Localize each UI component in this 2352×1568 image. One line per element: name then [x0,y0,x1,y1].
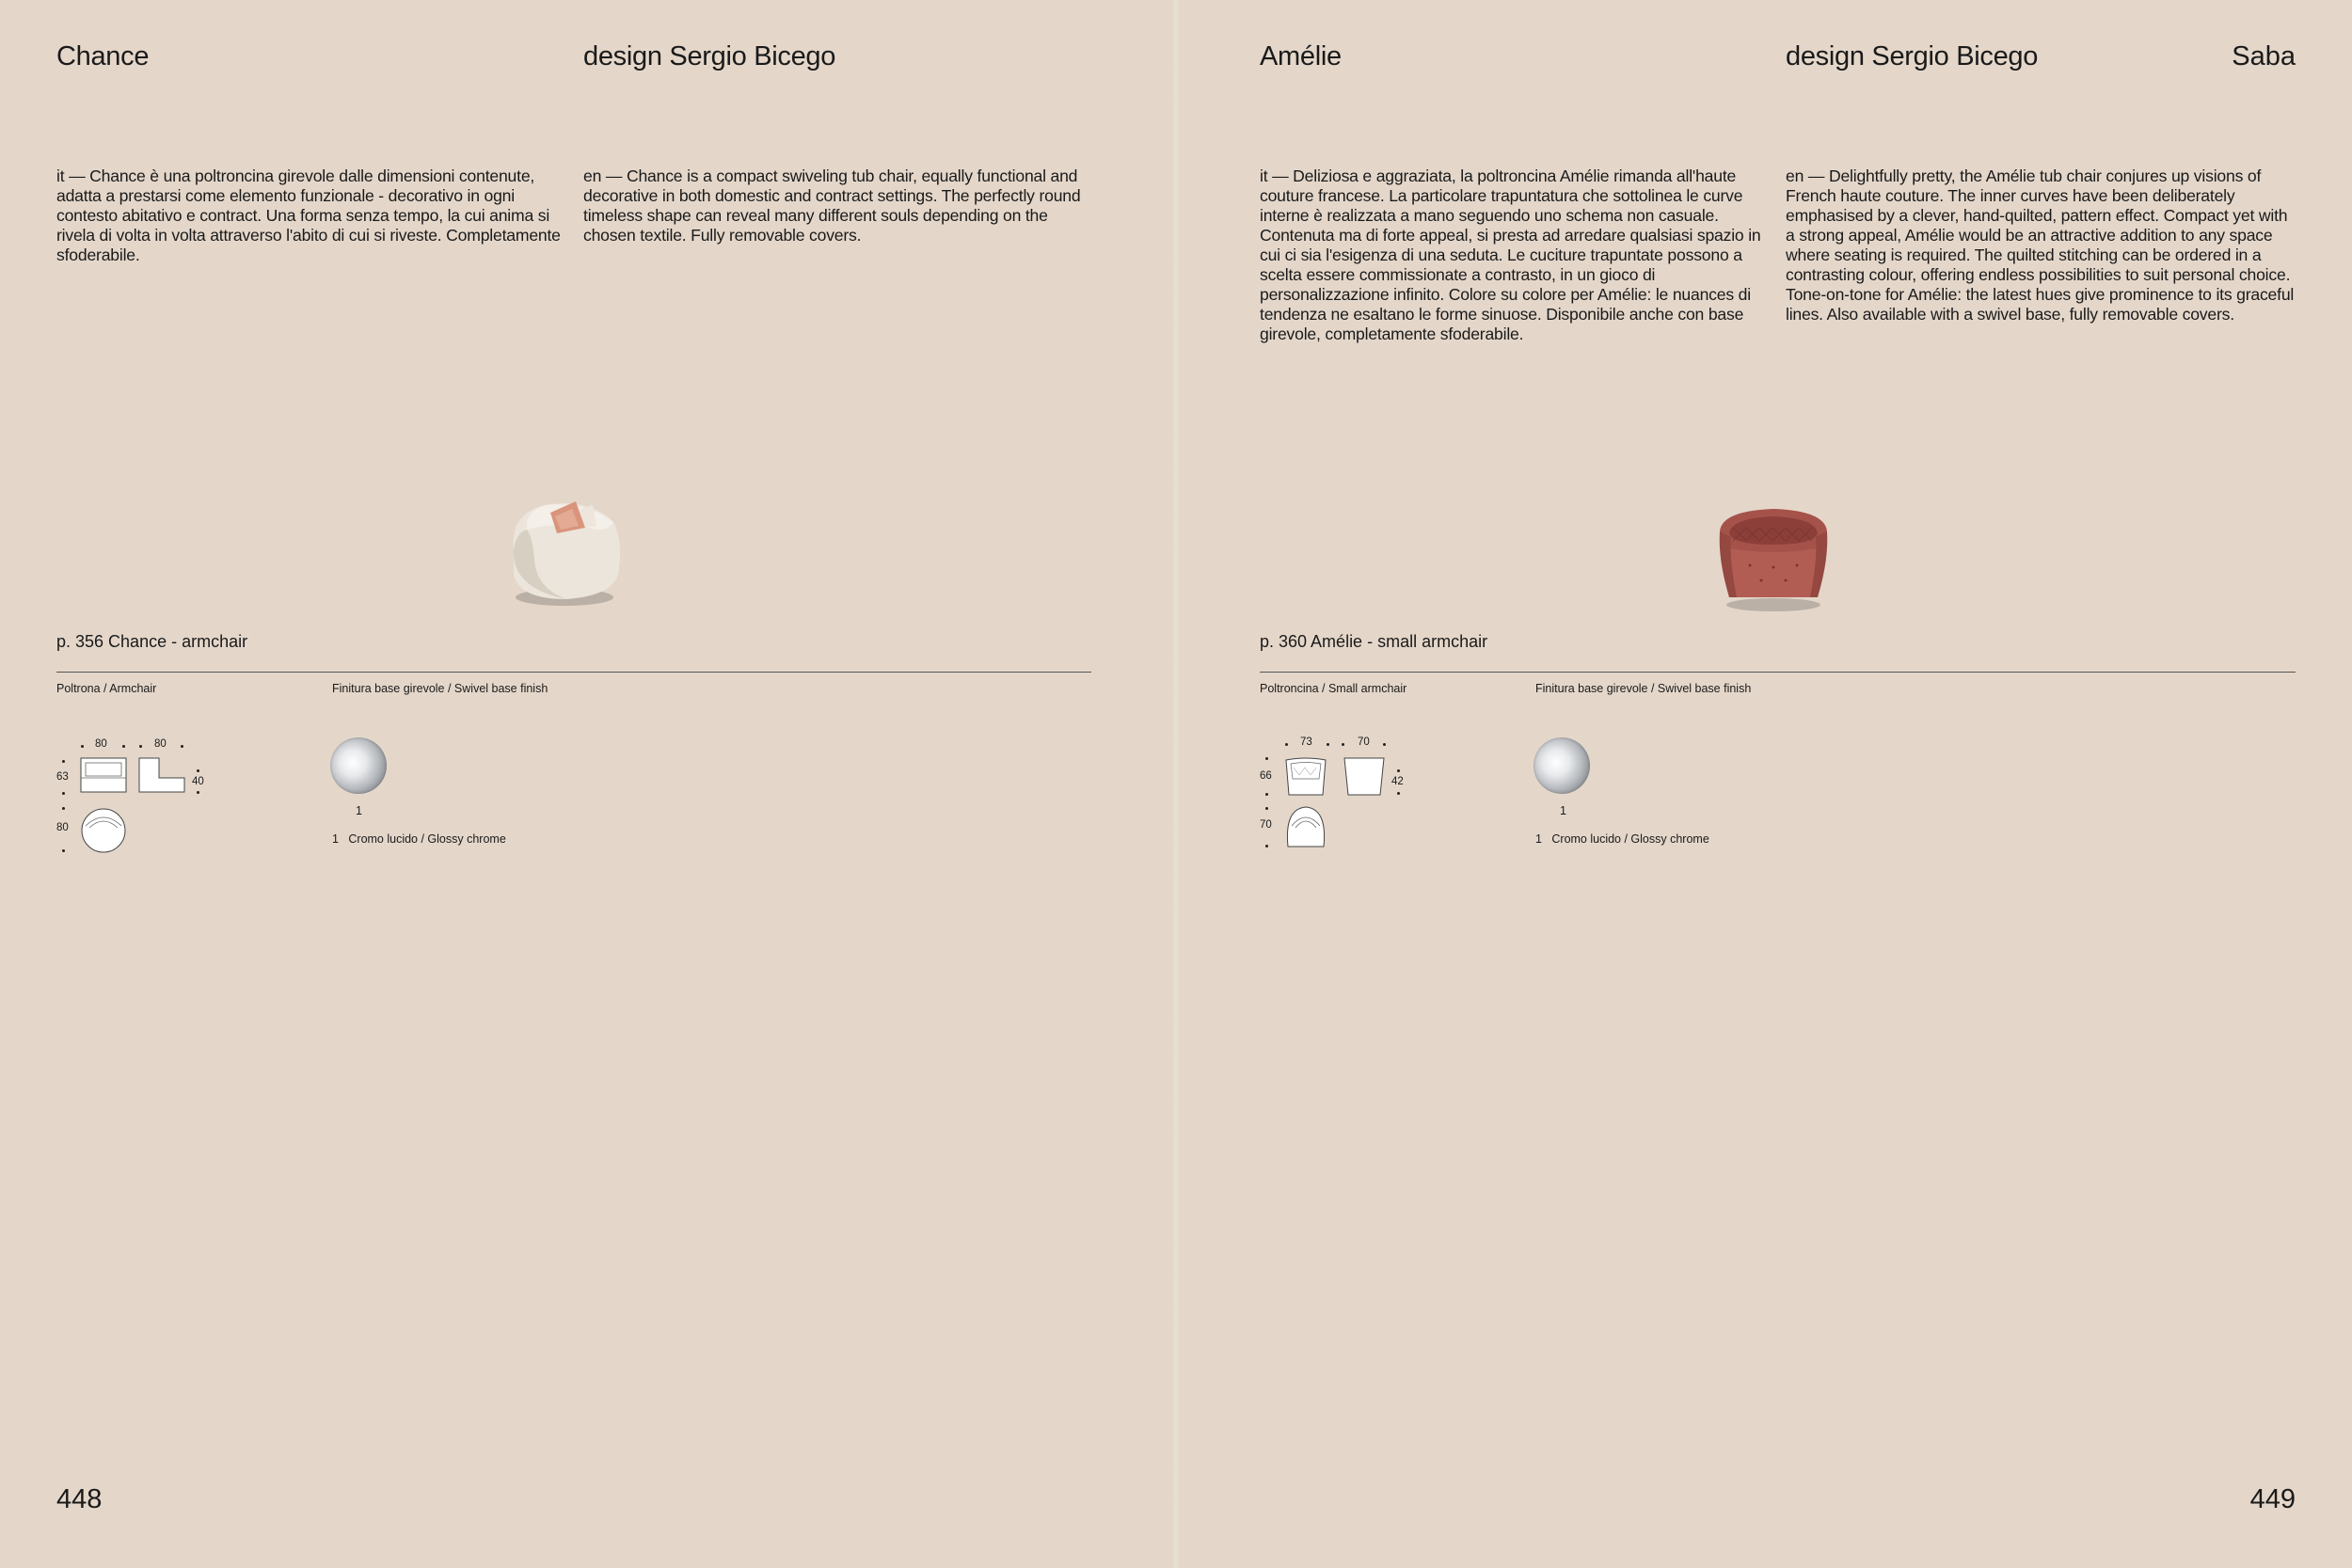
dim-dot [1265,807,1268,810]
front-view-drawing [1284,756,1327,796]
dim-width-1: 80 [95,738,107,750]
dim-dot [1342,743,1344,746]
dim-dot [1265,757,1268,760]
side-view-drawing [138,757,185,793]
swatch-number: 1 [1560,804,1566,817]
type-label: Poltrona / Armchair [56,682,157,695]
top-view-drawing [80,807,127,854]
designer-credit: design Sergio Bicego [1786,41,2039,71]
finish-name [332,832,506,846]
dim-dot [62,807,65,810]
finish-name-number: 1 [1535,832,1542,846]
dim-dot [62,760,65,763]
dim-dot [1265,845,1268,847]
chrome-finish-swatch [1534,737,1590,794]
finish-name [1535,832,1709,846]
dim-seat-height: 40 [192,776,204,787]
front-view-drawing [80,757,127,793]
description-english: en — Delightfully pretty, the Amélie tub chair conjures up visions of French haute couture. The inner curves have been deliberately emphasised by a clever, hand-quilted, pattern effect. Compact yet with a strong appeal, Amélie would be an attractive addition to any space where seating is required. The quilted stitching can be ordered in a contrasting colour, offering endless possibilities to suit personal choice. Tone-on-tone for Amélie: the latest hues give prominence to its graceful lines. Also available with a swivel base, fully removable covers. [1786,166,2295,324]
product-caption: p. 356 Chance - armchair [56,632,248,651]
dim-width-2: 70 [1358,736,1370,748]
dim-dot [1327,743,1329,746]
type-label: Poltroncina / Small armchair [1260,682,1407,695]
dim-dot [62,792,65,795]
dim-dot [1383,743,1386,746]
dim-height: 66 [1260,770,1272,782]
dim-height: 63 [56,771,69,783]
divider [1260,672,2296,673]
dim-width-2: 80 [154,738,167,750]
finish-name-text: Cromo lucido / Glossy chrome [348,832,506,846]
dim-depth: 80 [56,822,69,833]
swatch-number: 1 [356,804,362,817]
dim-dot [1397,792,1400,795]
product-title: Amélie [1260,41,1342,71]
description-italian: it — Chance è una poltroncina girevole dalle dimensioni contenute, adatta a prestarsi come elemento funzionale - decorativo in ogni contesto abitativo e contract. Una forma senza tempo, la cui anima si rivela di volta in volta attraverso l'abito di cui si riveste. Completamente sfoderabile. [56,166,561,264]
finish-label: Finitura base girevole / Swivel base finish [1535,682,1752,695]
dim-dot [1285,743,1288,746]
dim-dot [1265,793,1268,796]
product-caption: p. 360 Amélie - small armchair [1260,632,1488,651]
brand-name: Saba [2232,41,2296,71]
dim-dot [81,745,84,748]
page-right [1176,0,2352,1568]
dim-dot [1397,769,1400,772]
finish-name-number: 1 [332,832,339,846]
chrome-finish-swatch [330,737,387,794]
dim-width-1: 73 [1300,736,1312,748]
dim-dot [122,745,125,748]
dim-dot [139,745,142,748]
finish-label: Finitura base girevole / Swivel base finish [332,682,548,695]
page-number: 448 [56,1484,103,1514]
divider [56,672,1091,673]
dim-dot [62,849,65,852]
product-title: Chance [56,41,150,71]
chance-armchair-image [499,484,630,611]
dim-dot [181,745,183,748]
dim-dot [197,791,199,794]
description-italian: it — Deliziosa e aggraziata, la poltroncina Amélie rimanda all'haute couture francese. La particolare trapuntatura che sottolinea le curve interne è realizzata a mano seguendo uno schema non casuale. Contenuta ma di forte appeal, si presta ad arredare qualsiasi spazio in cui ci sia l'esigenza di una seduta. Le cuciture trapuntate possono a scelta essere commissionate a contrasto, in un gioco di personalizzazione infinito. Colore su colore per Amélie: le nuances di tendenza ne esaltano le forme sinuose. Disponibile anche con base girevole, completamente sfoderabile. [1260,166,1761,343]
dim-seat-height: 42 [1391,776,1404,787]
amelie-armchair-image [1712,503,1835,616]
side-view-drawing [1343,756,1386,796]
description-english: en — Chance is a compact swiveling tub chair, equally functional and decorative in both domestic and contract settings. The perfectly round timeless shape can reveal many different souls depending on the chosen textile. Fully removable covers. [583,166,1081,245]
designer-credit: design Sergio Bicego [583,41,836,71]
page-number: 449 [2249,1484,2296,1514]
dim-depth: 70 [1260,819,1272,831]
finish-name-text: Cromo lucido / Glossy chrome [1551,832,1709,846]
dim-dot [197,769,199,772]
top-view-drawing [1284,805,1327,848]
